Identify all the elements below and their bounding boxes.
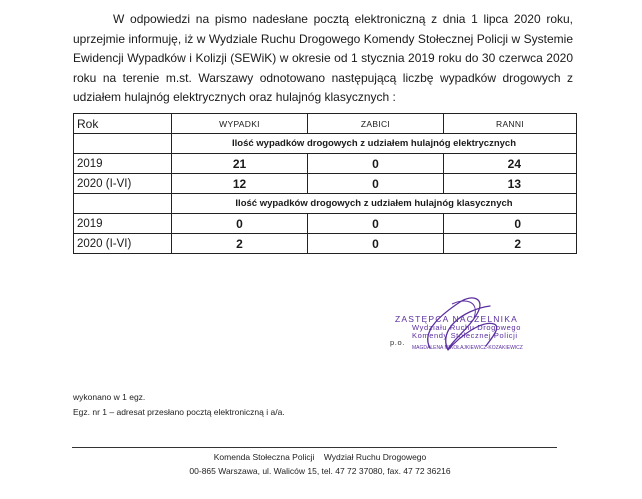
header-rok: Rok xyxy=(74,114,172,134)
accident-statistics-table xyxy=(73,113,577,254)
copies-note: wykonano w 1 egz. xyxy=(73,392,146,402)
cell-zabici: 0 xyxy=(308,154,444,174)
table-row xyxy=(74,174,577,194)
stamp-department: Wydziału Ruchu Drogowego xyxy=(412,323,521,332)
cell-zabici: 0 xyxy=(308,174,444,194)
header-wypadki: WYPADKI xyxy=(172,114,308,134)
official-stamp xyxy=(390,290,530,360)
section-title-electric: Ilość wypadków drogowych z udziałem hulajnóg elektrycznych xyxy=(172,134,577,154)
footer-institution: Komenda Stołeczna Policji Wydział Ruchu Drogowego xyxy=(213,452,427,462)
copy-recipient-note: Egz. nr 1 – adresat przesłano pocztą elektroniczną i a/a. xyxy=(73,407,285,417)
footer-divider xyxy=(72,447,557,448)
header-ranni: RANNI xyxy=(444,114,577,134)
row-year: 2020 (I-VI) xyxy=(74,174,172,194)
cell-wypadki: 2 xyxy=(172,234,308,254)
cell-ranni: 24 xyxy=(444,154,577,174)
cell-ranni: 13 xyxy=(444,174,577,194)
stamp-title: ZASTĘPCA NACZELNIKA xyxy=(395,314,518,324)
footer-address: 00-865 Warszawa, ul. Waliców 15, tel. 47 72 37080, fax. 47 72 36216 xyxy=(189,466,451,476)
row-year: 2020 (I-VI) xyxy=(74,234,172,254)
cell-ranni: 0 xyxy=(444,214,577,234)
row-year: 2019 xyxy=(74,154,172,174)
section-header-classic xyxy=(74,194,577,214)
row-year: 2019 xyxy=(74,214,172,234)
cell-zabici: 0 xyxy=(308,234,444,254)
cell-ranni: 2 xyxy=(444,234,577,254)
cell-wypadki: 0 xyxy=(172,214,308,234)
letter-paragraph-text: W odpowiedzi na pismo nadesłane pocztą elektroniczną z dnia 1 lipca 2020 roku, uprzejmie informuję, iż w Wydziale Ruchu Drogowego Komendy Stołecznej Policji w Systemie Ewidencji Wypadków i Kolizji (SEWiK) w okresie od 1 stycznia 2019 roku do 30 czerwca 2020 roku na terenie m.st. Warszawy odnotowano następującą liczbę wypadków drogowych z udziałem hulajnóg elektrycznych oraz hulajnóg klasycznych : xyxy=(73,12,573,104)
table-row xyxy=(74,214,577,234)
table-row xyxy=(74,154,577,174)
section-header-electric xyxy=(74,134,577,154)
cell-wypadki: 21 xyxy=(172,154,308,174)
table-header-row xyxy=(74,114,577,134)
cell-zabici: 0 xyxy=(308,214,444,234)
letter-paragraph xyxy=(73,10,573,108)
stamp-po: p.o. xyxy=(390,338,405,347)
section-title-classic: Ilość wypadków drogowych z udziałem hulajnóg klasycznych xyxy=(172,194,577,214)
table-row xyxy=(74,234,577,254)
header-zabici: ZABICI xyxy=(308,114,444,134)
cell-wypadki: 12 xyxy=(172,174,308,194)
stamp-institution: Komendy Stołecznej Policji xyxy=(412,331,518,340)
stamp-name: MAGDALENA MIKOŁAJKIEWICZ-KOZAKIEWICZ xyxy=(412,345,523,351)
